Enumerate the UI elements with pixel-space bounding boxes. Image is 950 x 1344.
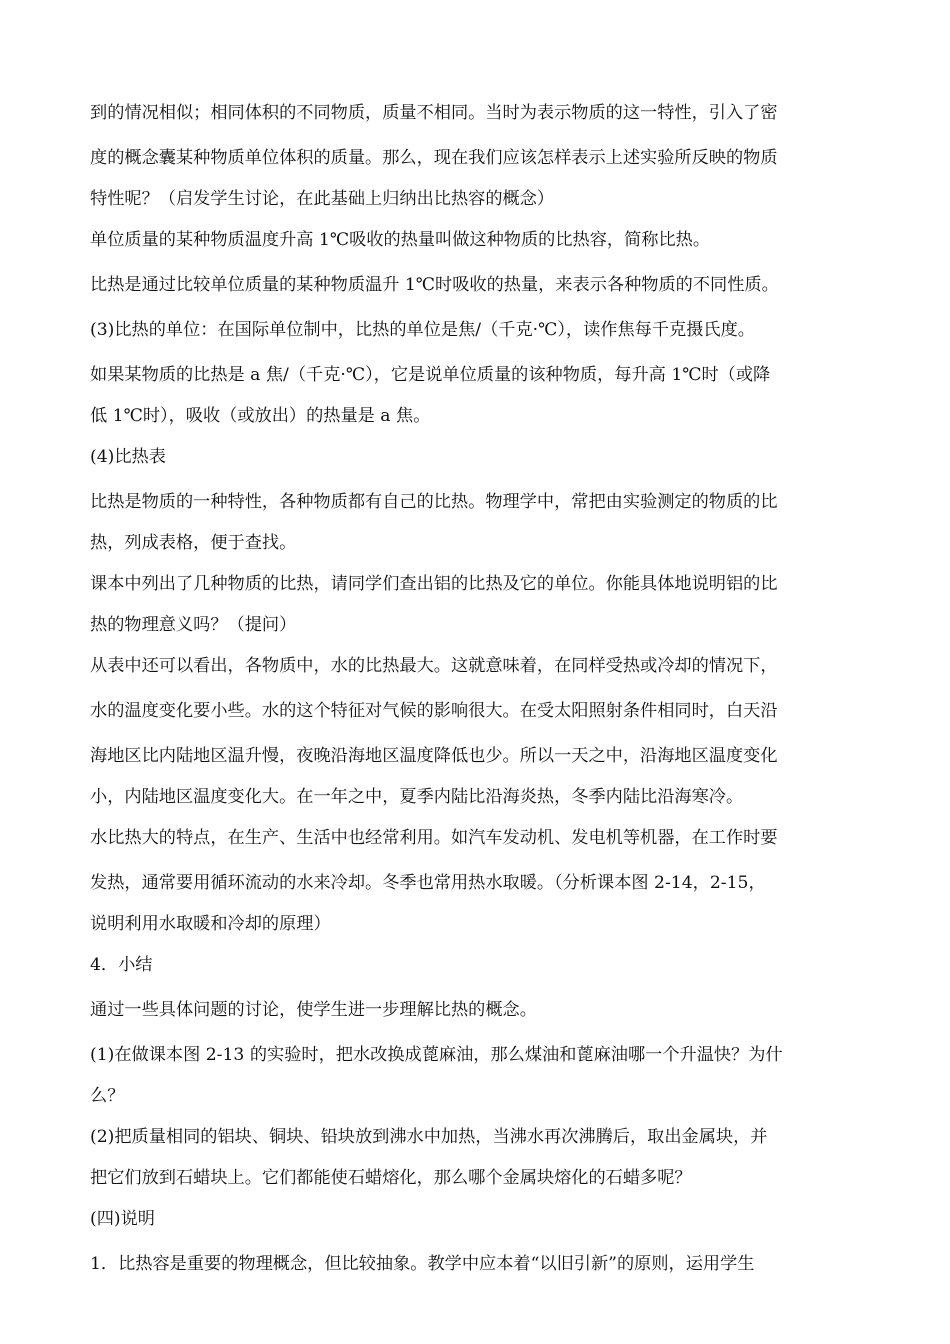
- section-heading: 4．小结: [90, 955, 153, 975]
- text-line: 度的概念囊某种物质单位体积的质量。那么，现在我们应该怎样表示上述实验所反映的物质: [90, 148, 778, 168]
- section-heading: (四)说明: [90, 1209, 155, 1229]
- text-line: 水的温度变化要小些。水的这个特征对气候的影响很大。在受太阳照射条件相同时，白天沿: [90, 701, 778, 721]
- section-heading: (4)比热表: [90, 447, 166, 467]
- text-line: 热的物理意义吗？（提问）: [90, 615, 297, 635]
- text-line: 水比热大的特点，在生产、生活中也经常利用。如汽车发动机、发电机等机器，在工作时要: [90, 828, 778, 848]
- text-line: 小，内陆地区温度变化大。在一年之中，夏季内陆比沿海炎热，冬季内陆比沿海寒冷。: [90, 787, 744, 807]
- text-line: 通过一些具体问题的讨论，使学生进一步理解比热的概念。: [90, 1000, 537, 1020]
- document-page: [90, 91, 860, 1287]
- text-line: (1)在做课本图 2-13 的实验时，把水改换成蓖麻油，那么煤油和蓖麻油哪一个升温快？为什: [90, 1045, 783, 1065]
- text-line: 特性呢？（启发学生讨论，在此基础上归纳出比热容的概念）: [90, 189, 555, 209]
- text-line: 从表中还可以看出，各物质中，水的比热最大。这就意味着，在同样受热或冷却的情况下，: [90, 656, 778, 676]
- text-line: 海地区比内陆地区温升慢，夜晚沿海地区温度降低也少。所以一天之中，沿海地区温度变化: [90, 746, 778, 766]
- text-line: 如果某物质的比热是 a 焦/（千克·℃），它是说单位质量的该种物质，每升高 1℃时（或降: [90, 365, 771, 385]
- text-line: (3)比热的单位：在国际单位制中，比热的单位是焦/（千克·℃），读作焦每千克摄氏度。: [90, 320, 755, 340]
- text-line: 1．比热容是重要的物理概念，但比较抽象。教学中应本着“以旧引新”的原则，运用学生: [90, 1254, 755, 1274]
- text-line: 把它们放到石蜡块上。它们都能使石蜡熔化，那么哪个金属块熔化的石蜡多呢？: [90, 1168, 692, 1188]
- text-line: 么？: [90, 1086, 125, 1106]
- text-line: (2)把质量相同的铝块、铜块、铅块放到沸水中加热，当沸水再次沸腾后，取出金属块，并: [90, 1127, 768, 1147]
- text-line: 比热是通过比较单位质量的某种物质温升 1℃时吸收的热量，来表示各种物质的不同性质。: [90, 275, 779, 295]
- text-line: 低 1℃时），吸收（或放出）的热量是 a 焦。: [90, 406, 431, 426]
- text-line: 课本中列出了几种物质的比热，请同学们查出铝的比热及它的单位。你能具体地说明铝的比: [90, 574, 778, 594]
- text-line: 发热，通常要用循环流动的水来冷却。冬季也常用热水取暖。（分析课本图 2-14，2-15，: [90, 873, 766, 893]
- text-line: 比热是物质的一种特性，各种物质都有自己的比热。物理学中，常把由实验测定的物质的比: [90, 492, 778, 512]
- text-line: 说明利用水取暖和冷却的原理）: [90, 914, 331, 934]
- text-line: 到的情况相似；相同体积的不同物质，质量不相同。当时为表示物质的这一特性，引入了密: [90, 103, 778, 123]
- text-line: 热，列成表格，便于查找。: [90, 533, 297, 553]
- text-line: 单位质量的某种物质温度升高 1℃吸收的热量叫做这种物质的比热容，简称比热。: [90, 230, 711, 250]
